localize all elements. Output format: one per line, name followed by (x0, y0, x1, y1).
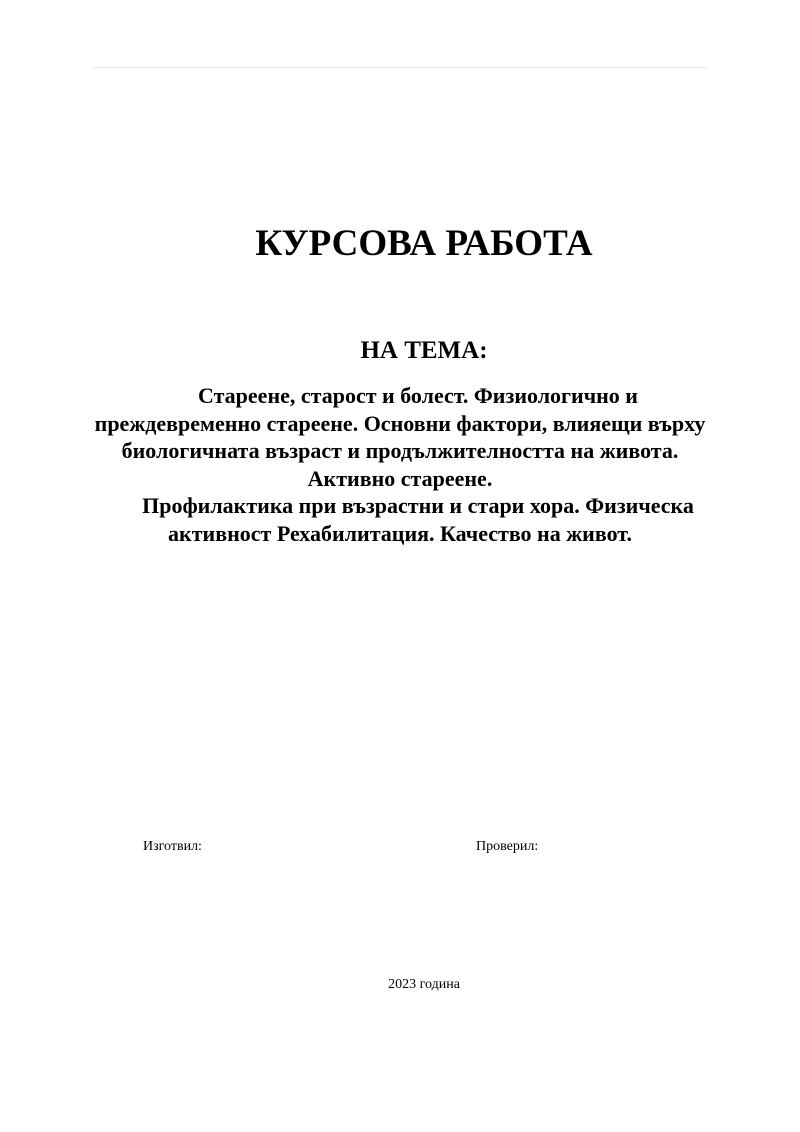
prepared-by-label: Изготвил: (143, 839, 202, 854)
topic-paragraph-2: Профилактика при възрастни и стари хора. Физическа активност Рехабилитация. Качество на живот. (142, 493, 694, 546)
document-year: 2023 година (388, 977, 460, 992)
header-divider (93, 67, 707, 68)
document-subtitle: НА ТЕМА: (360, 337, 488, 364)
checked-by-label: Проверил: (476, 839, 539, 854)
document-title: КУРСОВА РАБОТА (255, 223, 593, 264)
topic-block (93, 382, 707, 547)
topic-paragraph-1: Стареене, старост и болест. Физиологично и преждевременно стареене. Основни фактори, влияещи върху биологичната възраст и продължителността на живота. Активно стареене. (94, 383, 706, 491)
